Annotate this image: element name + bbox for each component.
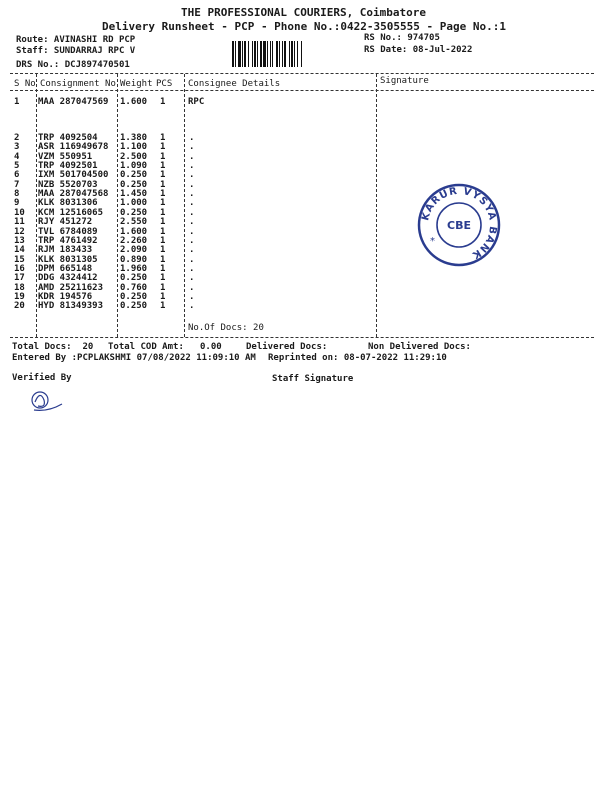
row-weight: 0.250: [120, 291, 148, 302]
header-consignee: Consignee Details: [188, 79, 281, 89]
consignee-placeholder: .: [189, 133, 195, 143]
row-consignment: NZB 5520703: [38, 179, 98, 190]
row-sno: 20: [14, 301, 25, 312]
row-weight: 0.250: [120, 179, 148, 190]
row-pcs: 1: [160, 179, 166, 190]
consignee-placeholder: .: [189, 282, 195, 293]
consignee-placeholder: .: [189, 254, 195, 265]
svg-text:*: *: [430, 236, 435, 247]
consignee-placeholder: .: [189, 142, 195, 153]
row-weight: 1.000: [120, 198, 148, 209]
barcode: [232, 41, 354, 67]
svg-text:KARUR VYSYA BANK: KARUR VYSYA BANK: [420, 185, 499, 261]
table-top-rule: [10, 73, 594, 74]
row-sno: 10: [14, 207, 25, 218]
consignee-placeholder: .: [189, 263, 195, 274]
svg-text:CBE: CBE: [447, 219, 471, 232]
drs-number: DRS No.: DCJ897470501: [16, 60, 130, 70]
row-pcs: 1: [160, 217, 166, 228]
row-pcs: 1: [160, 170, 166, 181]
header-consignment: Consignment No: [40, 79, 116, 89]
row-consignment: RJM 183433: [38, 245, 93, 256]
row-pcs: 1: [160, 301, 166, 312]
consignee-placeholder: .: [189, 245, 195, 256]
row-consignment: TRP 4092504: [38, 133, 98, 143]
row-consignment: KCM 12516065: [38, 207, 104, 218]
row-sno: 15: [14, 254, 25, 265]
row-sno: 2: [14, 133, 20, 143]
consignee-placeholder: .: [189, 161, 195, 172]
row-weight: 1.100: [120, 142, 148, 153]
row-sno: 7: [14, 179, 20, 190]
row-consignment: MAA 287047569: [38, 97, 109, 107]
route-label: Route: AVINASHI RD PCP: [16, 35, 136, 45]
row-weight: 2.260: [120, 235, 148, 246]
row-sno: 18: [14, 282, 25, 293]
row-pcs: 1: [160, 282, 166, 293]
row-sno: 17: [14, 273, 25, 284]
row-weight: 0.890: [120, 254, 148, 265]
table-row: [0, 301, 600, 313]
row-weight: 1.450: [120, 189, 148, 200]
rs-date: RS Date: 08-Jul-2022: [364, 45, 473, 55]
consignee-placeholder: .: [189, 189, 195, 200]
row-pcs: 1: [160, 235, 166, 246]
row-sno: 6: [14, 170, 20, 181]
total-cod-value: 0.00: [200, 342, 222, 352]
header-sno: S No: [14, 79, 36, 89]
rs-number: RS No.: 974705: [364, 33, 440, 43]
header-signature: Signature: [380, 76, 429, 86]
consignee-placeholder: .: [189, 151, 195, 162]
row-weight: 1.600: [120, 226, 148, 237]
row-pcs: 1: [160, 254, 166, 265]
row-pcs: 1: [160, 151, 166, 162]
row-consignment: KLK 8031306: [38, 198, 98, 209]
row-sno: 5: [14, 161, 20, 172]
row-consignment: KLK 8031305: [38, 254, 98, 265]
total-docs: Total Docs: 20: [12, 342, 94, 352]
total-cod-label: Total COD Amt:: [108, 342, 184, 352]
row-sno: 4: [14, 151, 20, 162]
reprinted-on: Reprinted on: 08-07-2022 11:29:10: [268, 353, 447, 363]
row-pcs: 1: [160, 226, 166, 237]
row-pcs: 1: [160, 97, 166, 107]
bank-stamp: [416, 182, 502, 268]
row-weight: 0.760: [120, 282, 148, 293]
row-pcs: 1: [160, 189, 166, 200]
row-weight: 2.550: [120, 217, 148, 228]
row-weight: 1.090: [120, 161, 148, 172]
staff-label: Staff: SUNDARRAJ RPC V: [16, 46, 136, 56]
row-sno: 1: [14, 97, 20, 107]
row-consignment: KDR 194576: [38, 291, 93, 302]
row-consignment: TRP 4761492: [38, 235, 98, 246]
consignee-placeholder: .: [189, 291, 195, 302]
entered-by: Entered By :PCPLAKSHMI 07/08/2022 11:09:10 AM: [12, 353, 256, 363]
row-consignment: VZM 550951: [38, 151, 93, 162]
row-consignment: MAA 287047568: [38, 189, 109, 200]
verified-by: Verified By: [12, 373, 72, 383]
row-consignment: ASR 116949678: [38, 142, 109, 153]
row-pcs: 1: [160, 133, 166, 143]
row-sno: 14: [14, 245, 25, 256]
table-bottom-rule: [10, 337, 594, 338]
row-consignment: DDG 4324412: [38, 273, 98, 284]
row-consignment: RJY 451272: [38, 217, 93, 228]
header-bottom-rule: [10, 90, 594, 91]
runsheet-title: Delivery Runsheet - PCP - Phone No.:0422-3505555 - Page No.:1: [102, 20, 506, 33]
row-pcs: 1: [160, 291, 166, 302]
consignee-placeholder: .: [189, 235, 195, 246]
row-sno: 11: [14, 217, 25, 228]
row-consignee: RPC: [188, 97, 205, 107]
row-sno: 12: [14, 226, 25, 237]
row-sno: 8: [14, 189, 20, 200]
row-weight: 0.250: [120, 273, 148, 284]
row-pcs: 1: [160, 207, 166, 218]
row-consignment: DPM 665148: [38, 263, 93, 274]
row-consignment: IXM 501704500: [38, 170, 109, 181]
row-weight: 1.380: [120, 133, 148, 143]
row-weight: 0.250: [120, 301, 148, 312]
row-weight: 0.250: [120, 170, 148, 181]
handwritten-signature: [28, 386, 68, 416]
row-sno: 19: [14, 291, 25, 302]
row-weight: 0.250: [120, 207, 148, 218]
company-title: THE PROFESSIONAL COURIERS, Coimbatore: [181, 6, 427, 19]
consignee-placeholder: .: [189, 179, 195, 190]
row-pcs: 1: [160, 142, 166, 153]
row-consignment: AMD 25211623: [38, 282, 104, 293]
row-consignment: TVL 6784089: [38, 226, 98, 237]
no-of-docs: No.Of Docs: 20: [188, 323, 264, 333]
delivered-docs: Delivered Docs:: [246, 342, 328, 352]
row-consignment: TRP 4092501: [38, 161, 98, 172]
row-sno: 16: [14, 263, 25, 274]
row-sno: 3: [14, 142, 20, 153]
row-weight: 1.960: [120, 263, 148, 274]
header-pcs: PCS: [156, 79, 173, 89]
consignee-placeholder: .: [189, 217, 195, 228]
row-sno: 9: [14, 198, 20, 209]
table-row: [0, 97, 600, 109]
row-pcs: 1: [160, 198, 166, 209]
row-weight: 1.600: [120, 97, 148, 107]
consignee-placeholder: .: [189, 207, 195, 218]
row-weight: 2.500: [120, 151, 148, 162]
row-pcs: 1: [160, 245, 166, 256]
consignee-placeholder: .: [189, 198, 195, 209]
row-sno: 13: [14, 235, 25, 246]
row-weight: 2.090: [120, 245, 148, 256]
row-consignment: HYD 81349393: [38, 301, 104, 312]
non-delivered-docs: Non Delivered Docs:: [368, 342, 471, 352]
row-pcs: 1: [160, 263, 166, 274]
consignee-placeholder: .: [189, 170, 195, 181]
consignee-placeholder: .: [189, 273, 195, 284]
staff-signature: Staff Signature: [272, 374, 354, 384]
row-pcs: 1: [160, 161, 166, 172]
consignee-placeholder: .: [189, 226, 195, 237]
row-pcs: 1: [160, 273, 166, 284]
consignee-placeholder: .: [189, 301, 195, 312]
header-weight: Weight: [120, 79, 153, 89]
